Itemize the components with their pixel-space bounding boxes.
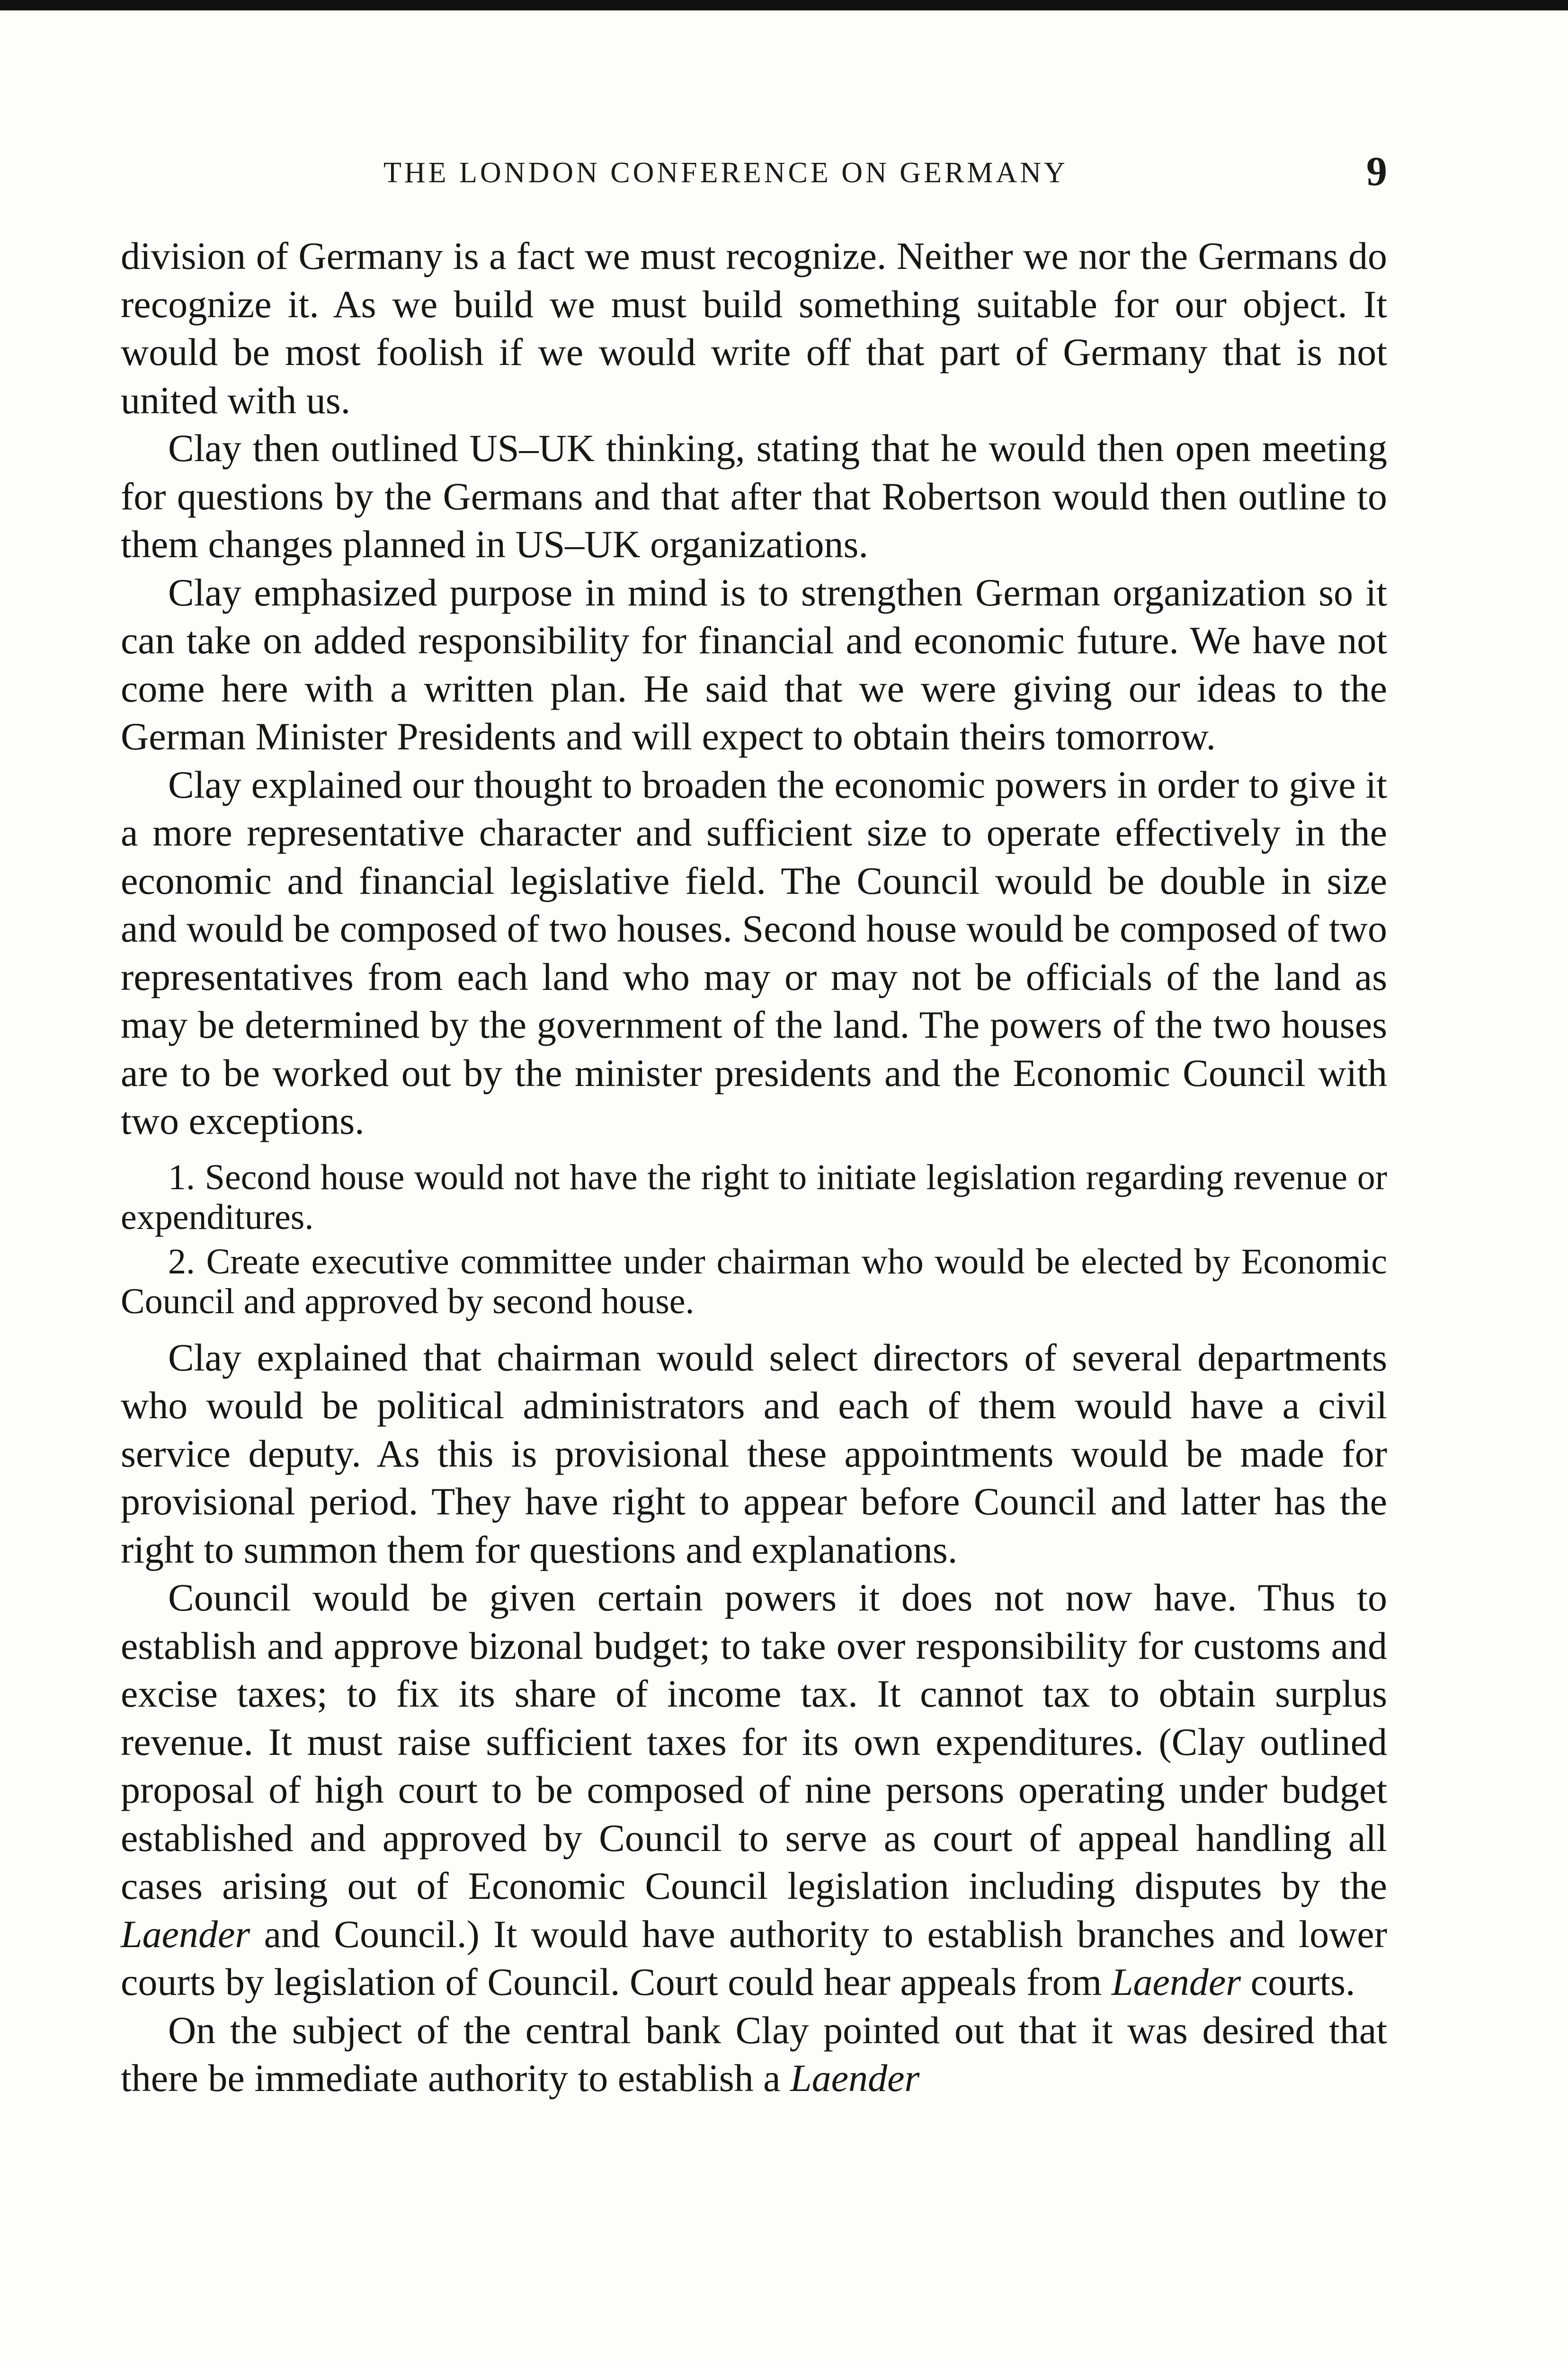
body-text — [121, 232, 1387, 2102]
page-number: 9 — [1366, 149, 1387, 195]
paragraph-6-text-c: courts. — [1241, 1960, 1355, 2003]
laender-term: Laender — [121, 1912, 250, 1956]
numbered-list — [121, 1157, 1387, 1321]
paragraph-1: division of Germany is a fact we must recognize. Neither we nor the Germans do recognize it. As we build we must build something suitable for our object. It would be most foolish if we would write off that part of Germany that is not united with us. — [121, 234, 1387, 422]
page-header — [118, 149, 1387, 208]
paragraph-6 — [121, 1574, 1387, 2006]
paragraph-3: Clay emphasized purpose in mind is to strengthen German organization so it can take on added responsibility for financial and economic future. We have not come here with a written plan. He said that we were giving our ideas to the German Minister Presidents and will expect to obtain theirs tomorrow. — [121, 570, 1387, 758]
paragraph-4: Clay explained our thought to broaden the economic powers in order to give it a more representative character and sufficient size to operate effectively in the economic and financial legislative field. The Council would be double in size and would be composed of two houses. Second house would be composed of two representatives from each land who may or may not be officials of the land as may be determined by the government of the land. The powers of the two houses are to be worked out by the minister presidents and the Economic Council with two exceptions. — [121, 763, 1387, 1142]
paragraph-6-text-b: and Council.) It would have authority to establish branches and lower courts by legislation of Council. Court could hear appeals from — [121, 1912, 1387, 2003]
list-item-2: 2. Create executive committee under chairman who would be elected by Economic Council and approved by second house. — [121, 1241, 1387, 1321]
list-item-1: 1. Second house would not have the right to initiate legislation regarding revenue or expenditures. — [121, 1157, 1387, 1237]
laender-term: Laender — [790, 2056, 920, 2100]
paragraph-2: Clay then outlined US–UK thinking, stating that he would then open meeting for questions by the Germans and that after that Robertson would then outline to them changes planned in US–UK organizations. — [121, 427, 1387, 566]
laender-term: Laender — [1111, 1960, 1241, 2003]
paragraph-7 — [121, 2006, 1387, 2102]
paragraph-7-text: On the subject of the central bank Clay pointed out that it was desired that there be immediate authority to establish a — [121, 2008, 1387, 2100]
running-title: THE LONDON CONFERENCE ON GERMANY — [383, 157, 1068, 189]
paragraph-5: Clay explained that chairman would select directors of several departments who would be political administrators and each of them would have a civil service deputy. As this is provisional these appointments would be made for provisional period. They have right to appear before Council and latter has the right to summon them for questions and explanations. — [121, 1335, 1387, 1571]
paragraph-6-text-a: Council would be given certain powers it does not now have. Thus to establish and approve bizonal budget; to take over responsibility for customs and excise taxes; to fix its share of income tax. It cannot tax to obtain surplus revenue. It must raise sufficient taxes for its own expenditures. (Clay outlined proposal of high court to be composed of nine persons operating under budget established and approved by Council to serve as court of appeal handling all cases arising out of Economic Council legislation including disputes by the — [121, 1576, 1387, 1907]
scan-top-edge — [0, 0, 1568, 10]
